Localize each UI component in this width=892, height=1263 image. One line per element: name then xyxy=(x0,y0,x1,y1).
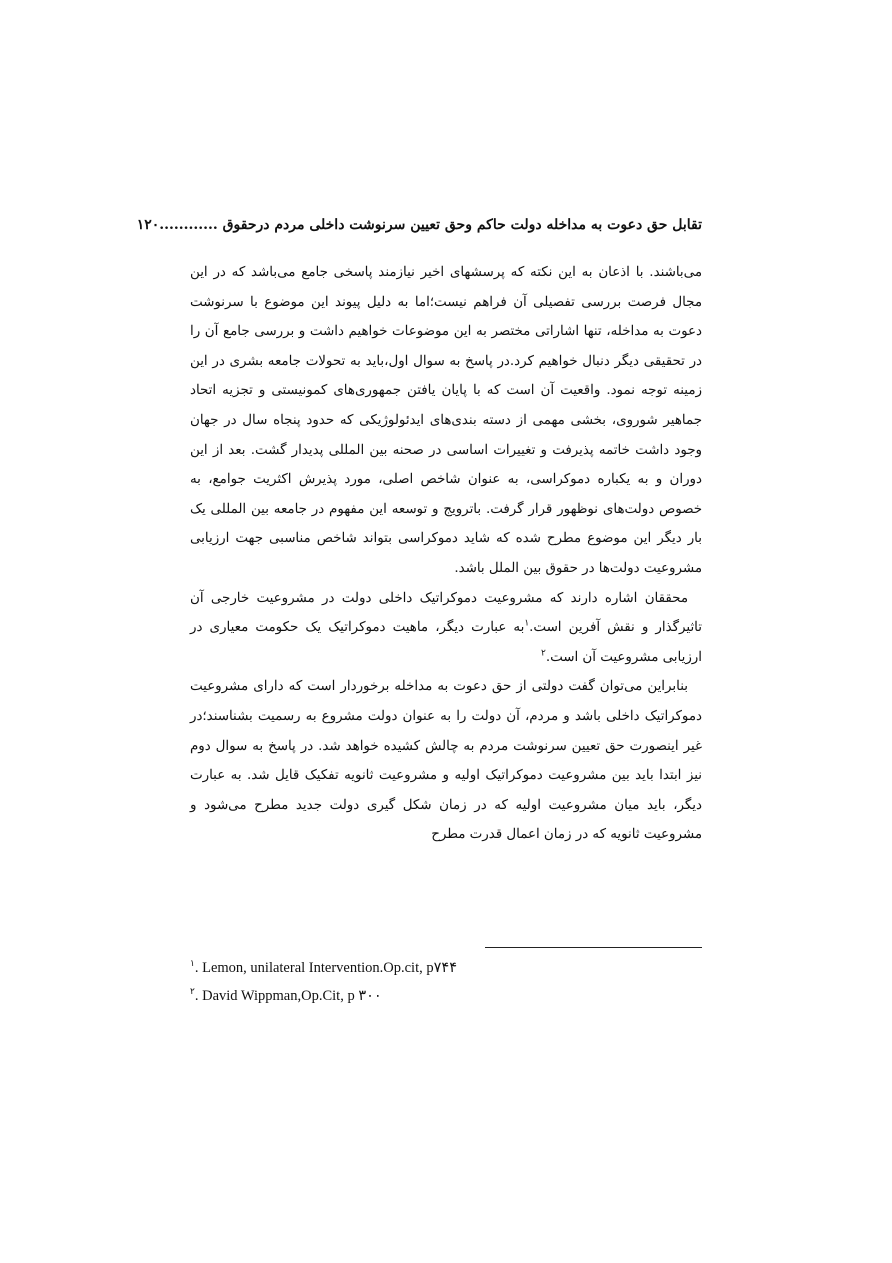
footnote-ref[interactable]: ۱ xyxy=(524,618,530,629)
body-text xyxy=(190,258,702,850)
footnote-text: . Lemon, unilateral Intervention.Op.cit, p۷۴۴ xyxy=(194,960,457,976)
footnote-1 xyxy=(190,954,702,982)
footnote-ref[interactable]: ۲ xyxy=(540,648,546,659)
paragraph-text: به عبارت دیگر، ماهیت دموکراتیک یک حکومت معیاری در ارزیابی مشروعیت آن است. xyxy=(190,620,702,665)
paragraph: می‌باشند. با اذعان به این نکته که پرسشهای اخیر نیازمند پاسخی جامع می‌باشد که در این مجال فرصت بررسی تفصیلی آن فراهم نیست؛اما به دلیل پیوند این موضوع با سرنوشت دعوت به مداخله، تنها اشاراتی مختصر به این موضوعات خواهیم داشت و بررسی جامع آن را در تحقیقی دیگر دنبال خواهیم کرد.در پاسخ به سوال اول،باید به تحولات جامعه بشری در این زمینه توجه نمود. واقعیت آن است که با پایان یافتن جمهوری‌های کمونیستی و تجزیه اتحاد جماهیر شوروی، بخشی مهمی از دسته بندی‌های ایدئولوژیکی که حدود پنجاه سال در جهان وجود داشت خاتمه پذیرفت و تغییرات اساسی در صحنه بین المللی پدیدار گشت. بعد از این دوران و به یکباره دموکراسی، به عنوان شاخص اصلی، مورد پذیرش اکثریت جوامع، به خصوص دولت‌های نوظهور قرار گرفت. باترویج و توسعه این مفهوم در جامعه بین المللی یک بار دیگر این موضوع مطرح شده که شاید دموکراسی بتواند شاخص مناسبی جهت ارزیابی مشروعیت دولت‌ها در حقوق بین الملل باشد. xyxy=(190,265,702,576)
footnote-2 xyxy=(190,982,702,1010)
footnotes xyxy=(190,954,702,1010)
running-header: تقابل حق دعوت به مداخله دولت حاکم وحق تعیین سرنوشت داخلی مردم درحقوق ............۱۲۰ xyxy=(136,217,702,233)
paragraph-text: محققان اشاره دارند که مشروعیت دموکراتیک داخلی دولت در مشروعیت خارجی آن تاثیرگذار و نقش آفرین است. xyxy=(190,590,702,636)
paragraph: بنابراین می‌توان گفت دولتی از حق دعوت به مداخله برخوردار است که دارای مشروعیت دموکراتیک داخلی باشد و مردم، آن دولت را به عنوان دولت مشروع به رسمیت بشناسند؛در غیر اینصورت حق تعیین سرنوشت مردم به چالش کشیده خواهد شد. در پاسخ به سوال دوم نیز ابتدا باید بین مشروعیت دموکراتیک اولیه و مشروعیت ثانویه تفکیک قایل شد. به عبارت دیگر، باید میان مشروعیت اولیه که در زمان شکل گیری دولت جدید مطرح می‌شود و مشروعیت ثانویه که در زمان اعمال قدرت مطرح xyxy=(190,679,702,843)
footnote-text: . David Wippman,Op.Cit, p ۳۰۰ xyxy=(194,988,382,1004)
footnote-marker: ۲ xyxy=(190,986,195,997)
footnote-divider xyxy=(485,947,702,948)
paragraph xyxy=(190,584,702,673)
footnote-marker: ۱ xyxy=(190,958,195,969)
